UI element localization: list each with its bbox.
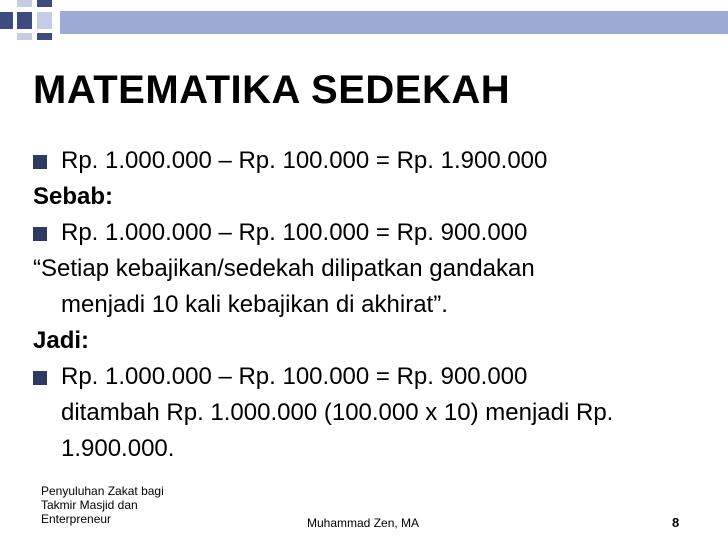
bullet-line-2 xyxy=(33,215,723,251)
continuation-line-1: ditambah Rp. 1.000.000 (100.000 x 10) menjadi Rp. xyxy=(61,399,614,426)
bullet-line-3 xyxy=(33,359,723,395)
footer-left-line: Enterpreneur xyxy=(41,512,112,526)
sebab-label: Sebab: xyxy=(33,183,114,210)
corner-squares-decoration xyxy=(0,0,60,40)
decor-square xyxy=(0,12,13,29)
equation-text: Rp. 1.000.000 – Rp. 100.000 = Rp. 900.000 xyxy=(61,363,528,390)
footer-author: Muhammad Zen, MA xyxy=(307,516,420,530)
decor-square xyxy=(37,12,52,29)
footer-left-line: Takmir Masjid dan xyxy=(41,498,138,512)
quote-line-1: “Setiap kebajikan/sedekah dilipatkan gandakan xyxy=(33,255,535,282)
slide-title: MATEMATIKA SEDEKAH xyxy=(33,68,511,112)
equation-text: Rp. 1.000.000 – Rp. 100.000 = Rp. 900.000 xyxy=(61,219,528,246)
footer-left-text xyxy=(41,484,201,526)
equation-text: Rp. 1.000.000 – Rp. 100.000 = Rp. 1.900.000 xyxy=(61,147,548,174)
continuation-line-2: 1.900.000. xyxy=(61,435,175,462)
header-divider xyxy=(60,34,728,35)
page-number: 8 xyxy=(672,515,680,530)
decor-square xyxy=(37,0,52,7)
square-bullet-icon xyxy=(33,155,47,169)
slide-body xyxy=(33,143,723,467)
quote-line-2: menjadi 10 kali kebajikan di akhirat”. xyxy=(61,291,448,318)
header-bar xyxy=(60,11,728,34)
jadi-label: Jadi: xyxy=(33,327,90,354)
bullet-line-1 xyxy=(33,143,723,179)
decor-square xyxy=(17,33,32,40)
decor-square xyxy=(17,12,32,29)
footer-left-line: Penyuluhan Zakat bagi xyxy=(41,484,164,498)
decor-square xyxy=(37,33,52,40)
square-bullet-icon xyxy=(33,371,47,385)
square-bullet-icon xyxy=(33,227,47,241)
decor-square xyxy=(17,0,32,7)
